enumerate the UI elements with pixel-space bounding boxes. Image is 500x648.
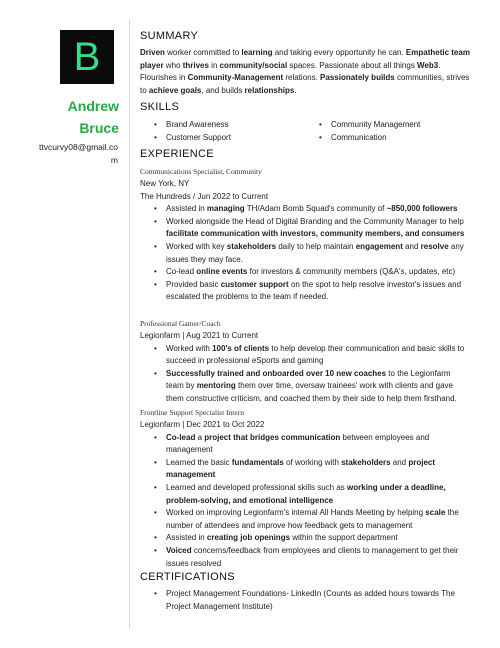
experience-heading: EXPERIENCE <box>140 148 214 160</box>
job-entry <box>140 166 470 304</box>
job-bullet: • Co-lead a project that bridges communication between employees and management <box>140 432 470 457</box>
job-bullets <box>140 432 470 571</box>
skills-heading: SKILLS <box>140 101 180 113</box>
divider-line <box>129 20 130 628</box>
job-bullet: • Co-lead online events for investors & community members (Q&A's, updates, etc) <box>140 266 470 279</box>
skills-right-list <box>305 119 470 144</box>
summary-heading: SUMMARY <box>140 30 199 42</box>
summary-text: Driven worker committed to learning and taking every opportunity he can. Empathetic team player who thrives in community/social spaces. Passionate about all things Web3. Flourishes in Community-Management relations. Passionately builds communities, strives to achieve goals, and builds relationships. <box>140 48 470 95</box>
skills-list <box>140 119 470 144</box>
job-bullets <box>140 343 470 406</box>
job-bullet: • Provided basic customer support on the spot to help resolve investor's issues and escalated the problems to the team if needed. <box>140 279 470 304</box>
first-name: Andrew <box>67 98 119 114</box>
job-bullets <box>140 203 470 304</box>
job-entry <box>140 407 470 570</box>
monogram-letter: B <box>73 35 101 79</box>
job-title: Professional Gamer/Coach <box>140 319 221 328</box>
monogram-logo <box>60 30 114 84</box>
job-entry <box>140 318 470 406</box>
job-location: New York, NY <box>140 179 190 188</box>
job-bullet: • Worked alongside the Head of Digital Branding and the Community Manager to help facilitate communication with investors, community members, and consumers <box>140 216 470 241</box>
job-bullet: • Worked on improving Legionfarm's internal All Hands Meeting by helping scale the number of attendees and improve how feedback gets to management <box>140 507 470 532</box>
job-bullet: • Successfully trained and onboarded over 10 new coaches to the Legionfarm team by mentoring them over time, oversaw trainees' work with clients and gave them constructive criticism, and coached them by their side to help them firsthand. <box>140 368 470 406</box>
job-meta: The Hundreds / Jun 2022 to Current <box>140 191 269 201</box>
job-bullet: • Worked with key stakeholders daily to help maintain engagement and resolve any issues they may face. <box>140 241 470 266</box>
job-bullet: • Learned and developed professional skills such as working under a deadline, problem-solving, and emotional intelligence <box>140 482 470 507</box>
skill-item: • Customer Support <box>140 132 305 145</box>
skill-item: • Community Management <box>305 119 470 132</box>
job-meta: Legionfarm | Dec 2021 to Oct 2022 <box>140 420 265 429</box>
job-meta: Legionfarm | Aug 2021 to Current <box>140 331 259 340</box>
job-bullet: • Worked with 100's of clients to help develop their communication and basic skills to succeed in professional eSports and gaming <box>140 343 470 368</box>
certification-item: • Project Management Foundations- LinkedIn (Counts as added hours towards The Project Management Institute) <box>140 588 470 613</box>
skill-item: • Brand Awareness <box>140 119 305 132</box>
job-title: Frontline Support Specialist Intern <box>140 408 244 417</box>
job-bullet: • Voiced concerns/feedback from employees and clients to management to get their issues resolved <box>140 545 470 570</box>
certifications-list <box>140 588 470 613</box>
email-address[interactable]: ttvcurvy08@gmail.com <box>38 142 118 165</box>
sidebar <box>0 0 129 648</box>
job-title: Communications Specialist, Community <box>140 167 262 176</box>
skills-left-list <box>140 119 305 144</box>
job-bullet: • Assisted in managing TH/Adam Bomb Squad's community of ~850,000 followers <box>140 203 470 216</box>
skill-item: • Communication <box>305 132 470 145</box>
last-name: Bruce <box>79 120 119 136</box>
certifications-heading: CERTIFICATIONS <box>140 571 235 583</box>
job-bullet: • Learned the basic fundamentals of working with stakeholders and project management <box>140 457 470 482</box>
job-bullet: • Assisted in creating job openings within the support department <box>140 532 470 545</box>
